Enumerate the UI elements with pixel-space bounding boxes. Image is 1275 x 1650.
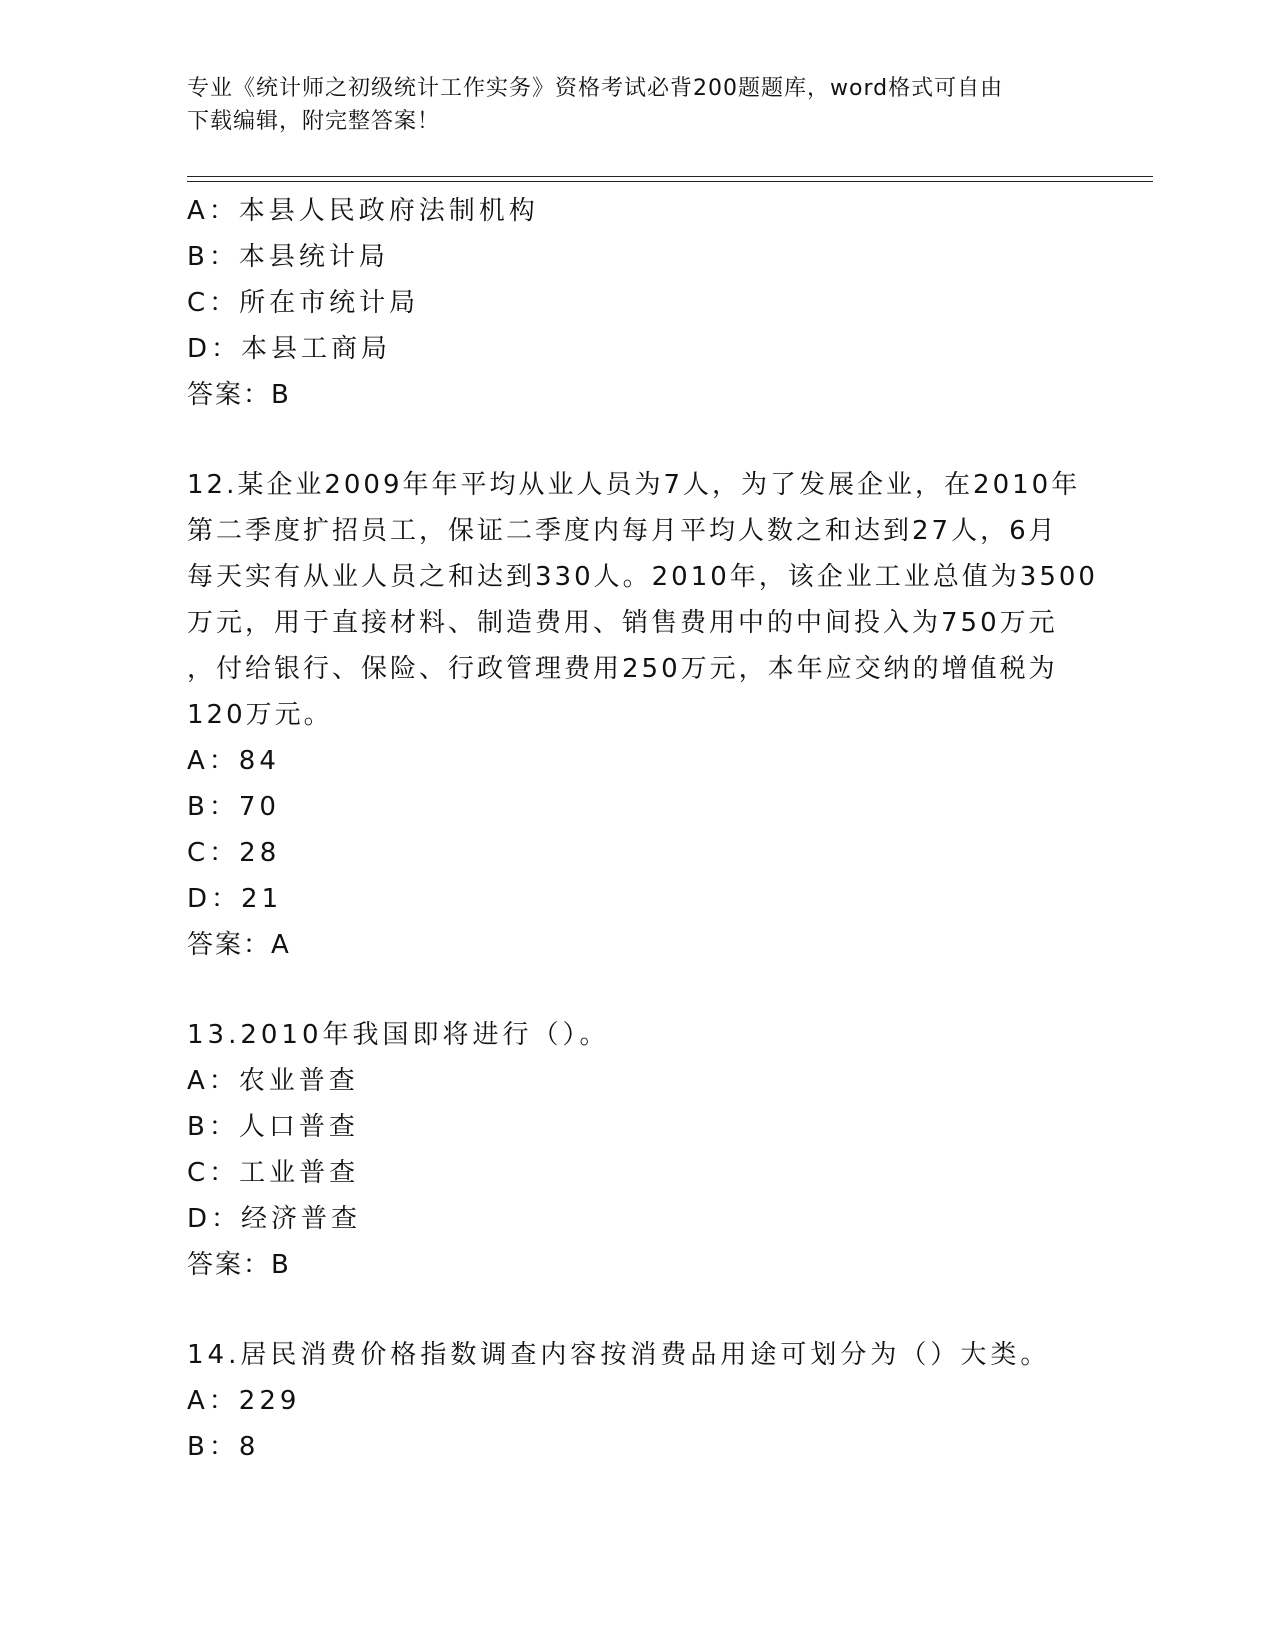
stem-line: 12.某企业2009年年平均从业人员为7人，为了发展企业，在2010年 <box>187 470 1081 500</box>
question-list <box>187 188 1098 1470</box>
option-d: D：本县工商局 <box>187 334 392 364</box>
option-c: C：28 <box>187 838 281 868</box>
document-header <box>187 72 1087 138</box>
option-a: A：本县人民政府法制机构 <box>187 196 539 226</box>
question-12 <box>187 462 1098 968</box>
option-b: B：70 <box>187 792 280 822</box>
header-divider-bottom <box>187 181 1153 182</box>
stem-line: 每天实有从业人员之和达到330人。2010年，该企业工业总值为3500 <box>187 562 1098 592</box>
option-a: A：229 <box>187 1386 301 1416</box>
option-a: A：84 <box>187 746 280 776</box>
stem-line: 第二季度扩招员工，保证二季度内每月平均人数之和达到27人，6月 <box>187 516 1058 546</box>
option-b: B：人口普查 <box>187 1112 359 1142</box>
option-b: B：8 <box>187 1432 260 1462</box>
option-d: D：经济普查 <box>187 1204 362 1234</box>
question-stem <box>187 462 1098 738</box>
question-stem: 14.居民消费价格指数调查内容按消费品用途可划分为（）大类。 <box>187 1340 1051 1370</box>
answer: 答案：B <box>187 380 291 410</box>
stem-line: 万元，用于直接材料、制造费用、销售费用中的中间投入为750万元 <box>187 608 1058 638</box>
question-13 <box>187 1012 1087 1288</box>
option-c: C：工业普查 <box>187 1158 360 1188</box>
stem-line: ，付给银行、保险、行政管理费用250万元，本年应交纳的增值税为 <box>187 654 1058 684</box>
stem-line: 120万元。 <box>187 700 333 730</box>
question-stem: 13.2010年我国即将进行（）。 <box>187 1020 610 1050</box>
header-divider-top <box>187 176 1153 177</box>
question-11 <box>187 188 1087 418</box>
option-c: C：所在市统计局 <box>187 288 420 318</box>
option-a: A：农业普查 <box>187 1066 359 1096</box>
answer: 答案：B <box>187 1250 291 1280</box>
header-line-2: 下载编辑，附完整答案！ <box>187 109 441 134</box>
header-line-1: 专业《统计师之初级统计工作实务》资格考试必背200题题库，word格式可自由 <box>187 76 1004 101</box>
question-14 <box>187 1332 1087 1470</box>
option-d: D：21 <box>187 884 283 914</box>
answer: 答案：A <box>187 930 291 960</box>
option-b: B：本县统计局 <box>187 242 389 272</box>
